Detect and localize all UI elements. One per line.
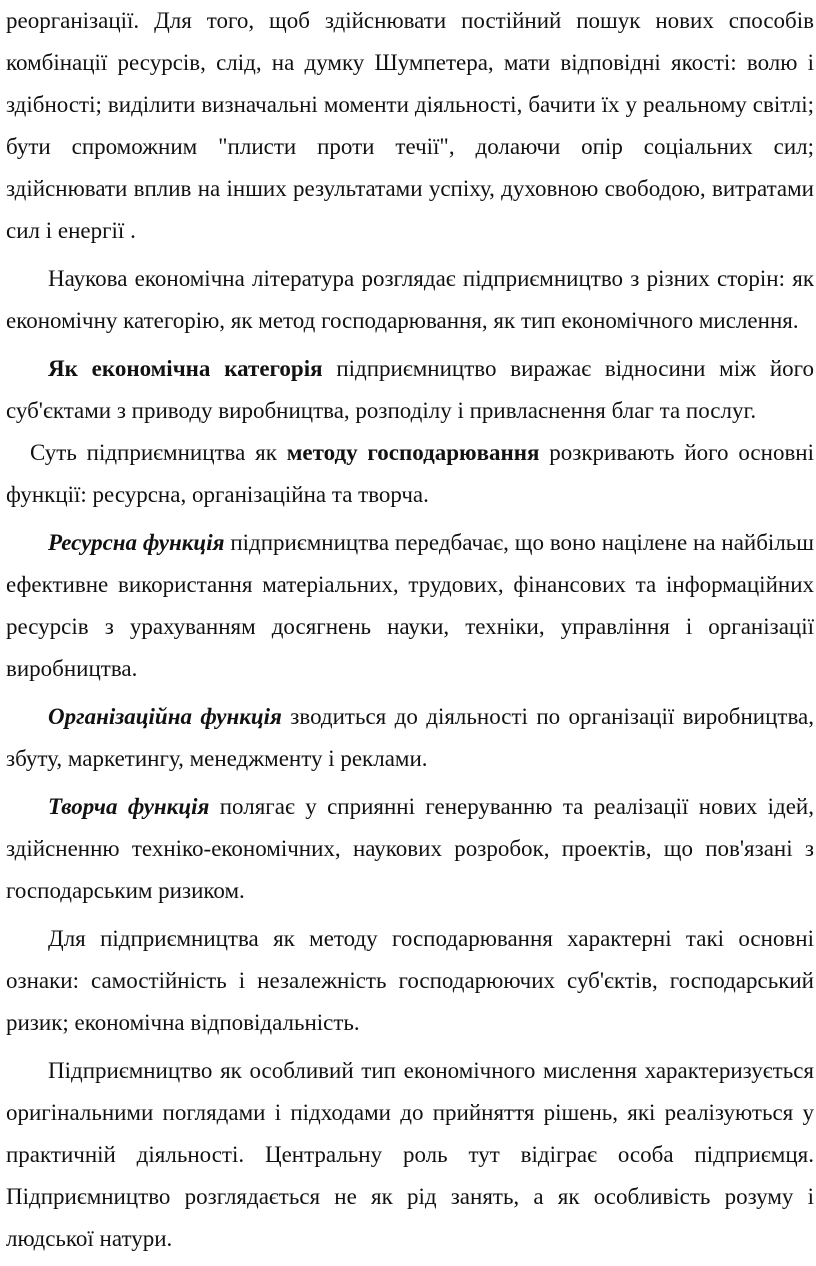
bold-term-economic-category: Як економічна категорія: [48, 356, 323, 381]
paragraph-6: [6, 696, 814, 780]
document-page: [6, 0, 814, 1260]
bold-italic-term-creative-function: Творча функція: [48, 794, 210, 819]
paragraph-7: [6, 786, 814, 912]
paragraph-9: Підприємництво як особливий тип економічного мислення характеризується оригінальними поглядами і підходами до прийняття рішень, які реалізуються у практичній діяльності. Центральну роль тут відіграє особа підприємця. Підприємництво розглядається не як рід занять, а як особливість розуму і людської натури.: [6, 1058, 814, 1251]
bold-term-management-method: методу господарювання: [286, 440, 540, 465]
paragraph-6-text: зводиться до діяльності по організації виробництва, збуту, маркетингу, менеджменту і реклами.: [6, 704, 814, 771]
paragraph-8: Для підприємництва як методу господарювання характерні такі основні ознаки: самостійність і незалежність господарюючих суб'єктів, господарський ризик; економічна відповідальність.: [6, 926, 814, 1035]
bold-italic-term-resource-function: Ресурсна функція: [48, 530, 225, 555]
paragraph-5: [6, 522, 814, 690]
paragraph-3-text: підприємництво виражає відносини між його суб'єктами з приводу виробництва, розподілу і привласнення благ та послуг.: [6, 356, 814, 423]
paragraph-1: реорганізації. Для того, щоб здійснювати постійний пошук нових способів комбінації ресурсів, слід, на думку Шумпетера, мати відповідні якості: волю і здібності; виділити визначальні моменти діяльності, бачити їх у реальному світлі; бути спроможним "плисти проти течії", долаючи опір соціальних сил; здійснювати вплив на інших результатами успіху, духовною свободою, витратами сил і енергії .: [6, 8, 814, 243]
paragraph-7-text: полягає у сприянні генеруванню та реалізації нових ідей, здійсненню техніко-економічних, наукових розробок, проектів, що пов'язані з господарським ризиком.: [6, 794, 814, 903]
bold-italic-term-organizational-function: Організаційна функція: [48, 704, 282, 729]
paragraph-5-text: підприємництва передбачає, що воно націлене на найбільш ефективне використання матеріальних, трудових, фінансових та інформаційних ресурсів з урахуванням досягнень науки, техніки, управління і організації виробництва.: [6, 530, 815, 681]
paragraph-4-text: розкривають його основні функції: ресурсна, організаційна та творча.: [6, 440, 815, 507]
paragraph-4: [6, 432, 814, 516]
paragraph-3: [6, 348, 814, 432]
paragraph-4-pre: Суть підприємництва як: [30, 440, 287, 465]
paragraph-2: Наукова економічна література розглядає підприємництво з різних сторін: як економічну категорію, як метод господарювання, як тип економічного мислення.: [6, 266, 814, 333]
